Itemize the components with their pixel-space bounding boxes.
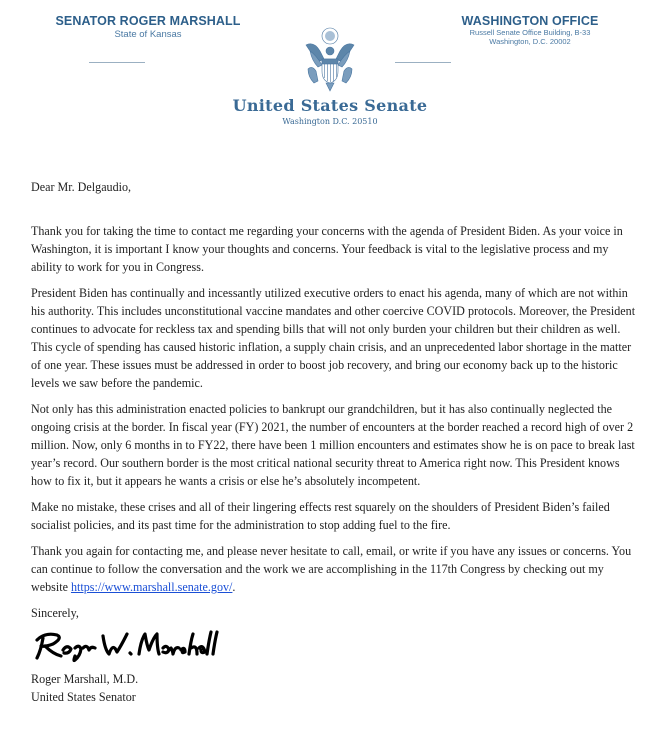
senate-title: United States Senate [232,96,428,115]
closing-text: Thank you again for contacting me, and please never hesitate to call, email, or write if you have any issues or concerns. You can continue to follow the conversation and the work we are accomplishing in the 117th Congress by checking out my website [31,544,632,594]
signature-icon [31,626,221,666]
great-seal-icon [300,25,360,93]
senator-name: SENATOR ROGER MARSHALL [55,14,241,28]
senator-state: State of Kansas [114,29,182,40]
paragraph-border: Not only has this administration enacted policies to bankrupt our grandchildren, but it has also continually neglected the ongoing crisis at the border. In fiscal year (FY) 2021, the number of encounters at the border reached a record high of over 2 million. Now, only 6 months in to FY22, there have been 1 million encounters and estimates show he is on pace to break last year’s record. Our southern border is the most critical national security threat to America right now. This President knows how to fix it, but it appears he wants a crisis or else he’s absolutely incompetent. [31,402,635,488]
website-link[interactable]: https://www.marshall.senate.gov/ [70,580,233,594]
paragraph-policies: Make no mistake, these crises and all of their lingering effects rest squarely on the shoulders of President Biden’s failed socialist policies, and its past time for the administration to stop adding fuel to the fire. [31,500,610,532]
senator-block [48,14,248,40]
senate-address: Washington D.C. 20510 [282,117,378,126]
closing-valediction: Sincerely, [31,606,79,620]
right-divider [395,62,451,63]
closing-period: . [232,580,236,594]
office-address-line2: Washington, D.C. 20002 [489,37,571,46]
letter-body [31,178,636,706]
paragraph-closing [31,542,636,596]
office-title: WASHINGTON OFFICE [461,14,599,28]
office-address-line1: Russell Senate Office Building, B-33 [469,28,591,37]
left-divider [89,62,145,63]
office-block [455,14,605,46]
signer-name: Roger Marshall, M.D. [31,672,139,686]
salutation: Dear Mr. Delgaudio, [31,180,132,194]
letterhead [0,0,654,140]
signer-title: United States Senator [31,690,136,704]
paragraph-executive-orders: President Biden has continually and incessantly utilized executive orders to enact his agenda, many of which are not within his authority. This includes unconstitutional vaccine mandates and other coercive COVID protocols. Moreover, the President continues to advocate for reckless tax and spending bills that will not only burden your children but their children as well. This cycle of spending has caused historic inflation, a supply chain crisis, and an unprecedented labor shortage in the matter of one year. These issues must be addressed in order to boost job recovery, and bring our economy back up to the historic levels we saw before the pandemic. [31,286,636,390]
paragraph-intro: Thank you for taking the time to contact me regarding your concerns with the agenda of President Biden. As your voice in Washington, it is important I know your thoughts and concerns. Your feedback is vital to the legislative process and my ability to work for you in Congress. [31,224,623,274]
